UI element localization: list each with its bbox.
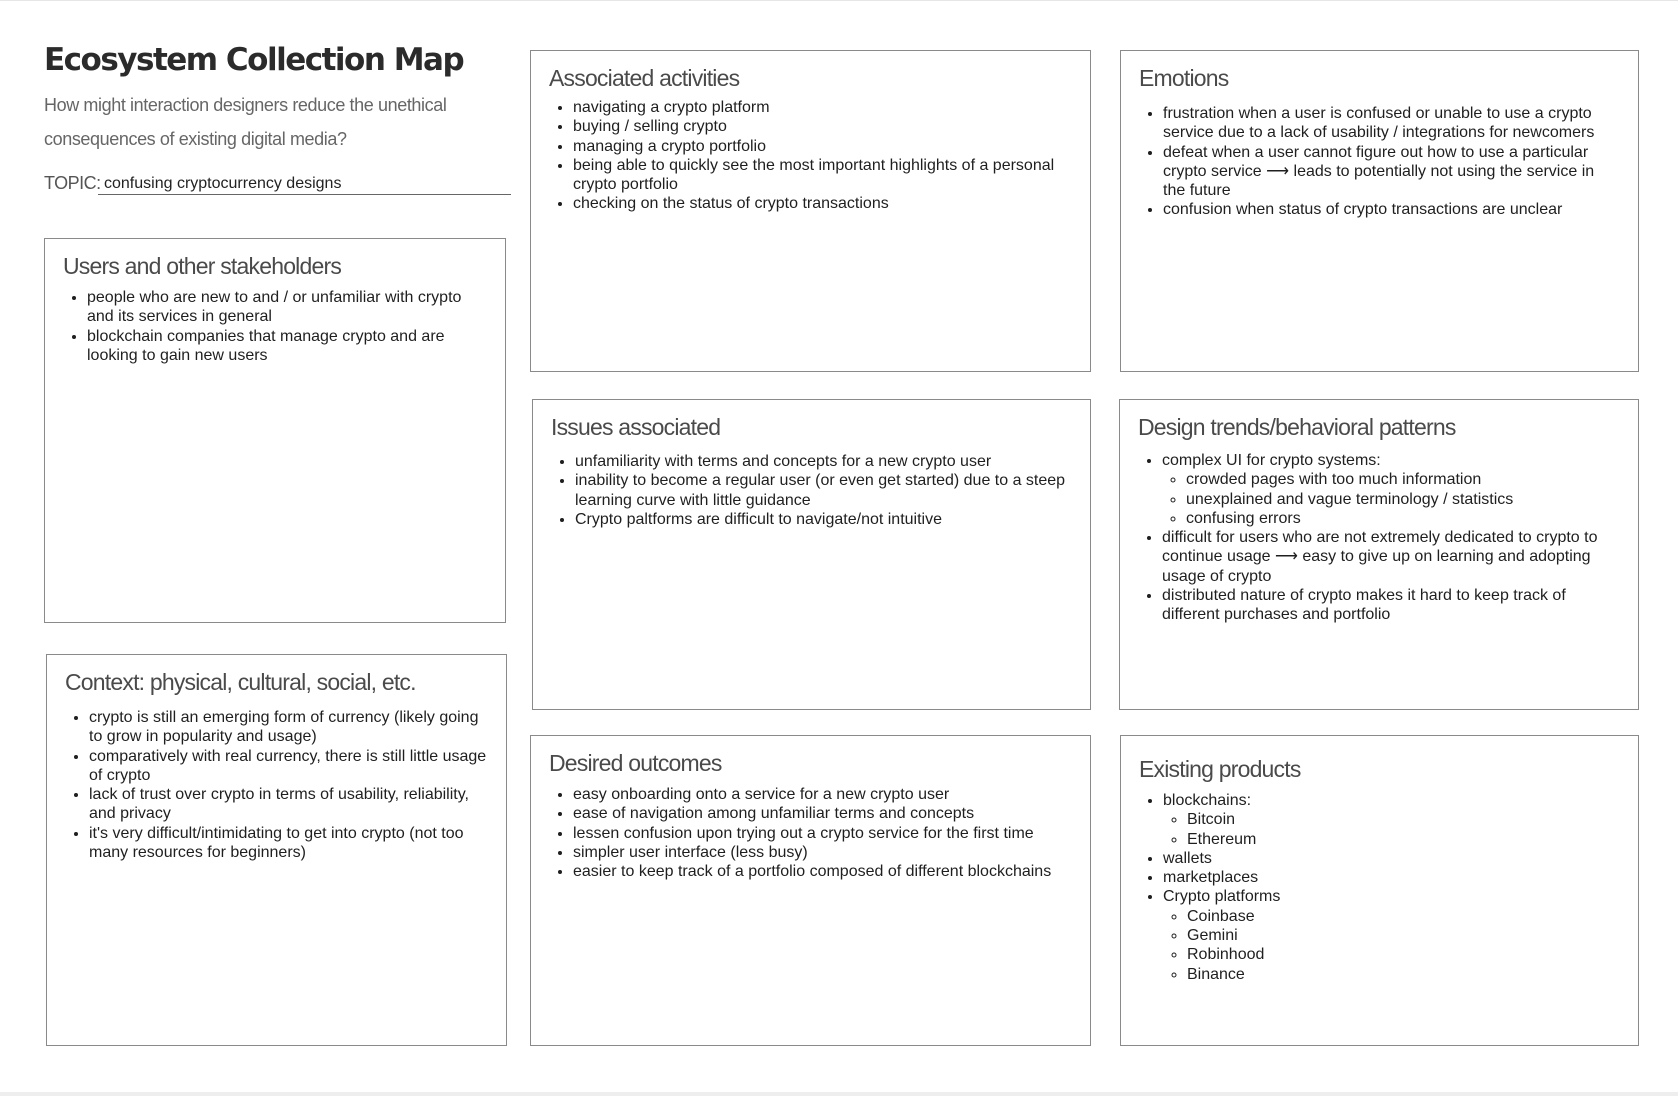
- list-item-text: easy onboarding onto a service for a new crypto user: [573, 786, 950, 803]
- list-item: [573, 156, 1072, 195]
- list-products: [1139, 791, 1620, 984]
- card-outcomes: [530, 735, 1091, 1046]
- sub-list: [1163, 907, 1620, 984]
- page-subtitle: How might interaction designers reduce the unethical consequences of existing digital media?: [44, 95, 447, 149]
- list-issues: [551, 452, 1072, 529]
- list-item-text: crypto is still an emerging form of currency (likely going to grow in popularity and usage): [89, 709, 479, 746]
- list-item-text: checking on the status of crypto transactions: [573, 195, 889, 213]
- list-item-text: wallets: [1163, 849, 1212, 867]
- list-item: [89, 708, 488, 747]
- card-title-users: Users and other stakeholders: [63, 253, 342, 279]
- card-title-issues: Issues associated: [551, 414, 721, 440]
- list-item-text: being able to quickly see the most important highlights of a personal crypto portfolio: [573, 156, 1055, 194]
- sub-list: [1162, 470, 1620, 528]
- list-item: [1163, 791, 1620, 849]
- top-border: [0, 0, 1678, 1]
- list-item: [573, 824, 1072, 843]
- card-title-trends: Design trends/behavioral patterns: [1138, 414, 1456, 440]
- page-title: Ecosystem Collection Map: [44, 42, 464, 78]
- sub-list-item: ◦ Ethereum: [1187, 830, 1620, 849]
- card-users: [44, 238, 506, 623]
- list-item: [1162, 528, 1620, 586]
- list-item: [1163, 868, 1620, 887]
- topic-label: TOPIC:: [44, 173, 101, 193]
- list-item: [573, 137, 1072, 156]
- list-item: [89, 824, 488, 863]
- list-item: [573, 843, 1072, 862]
- list-item-text: easier to keep track of a portfolio composed of different blockchains: [573, 863, 1052, 881]
- list-trends: [1138, 451, 1620, 625]
- list-context: [65, 708, 488, 862]
- card-issues: [532, 399, 1091, 710]
- list-item-text: distributed nature of crypto makes it hard to keep track of different purchases and portfolio: [1162, 587, 1566, 624]
- list-item-text: marketplaces: [1163, 869, 1259, 887]
- list-item: [1162, 451, 1620, 528]
- list-item: [573, 194, 1072, 213]
- list-item-text: ease of navigation among unfamiliar terms and concepts: [573, 805, 975, 823]
- list-item: [575, 452, 1072, 471]
- sub-list-item: ◦ Gemini: [1187, 926, 1620, 945]
- list-item-text: frustration when a user is confused or unable to use a crypto service due to a lack of usability / integrations for newcomers: [1163, 105, 1595, 142]
- card-title-outcomes: Desired outcomes: [549, 750, 722, 776]
- list-users: [63, 288, 487, 365]
- list-item: [573, 804, 1072, 823]
- card-emotions: [1120, 50, 1639, 372]
- list-item-text: confusion when status of crypto transactions are unclear: [1163, 201, 1563, 219]
- list-item-text: navigating a crypto platform: [573, 99, 770, 116]
- sub-list-item: ◦ Coinbase: [1187, 907, 1620, 926]
- list-item-text: Crypto platforms: [1163, 888, 1281, 906]
- list-item-text: blockchain companies that manage crypto and are looking to gain new users: [87, 327, 445, 364]
- list-item: [1163, 143, 1620, 201]
- list-item-text: Crypto paltforms are difficult to navigate/not intuitive: [575, 510, 942, 528]
- card-products: [1120, 735, 1639, 1046]
- list-outcomes: [549, 785, 1072, 881]
- list-emotions: [1139, 104, 1620, 220]
- list-activities: [549, 98, 1072, 214]
- card-context: [46, 654, 507, 1046]
- list-item: [1162, 586, 1620, 625]
- card-activities: [530, 50, 1091, 372]
- list-item-text: lack of trust over crypto in terms of usability, reliability, and privacy: [89, 786, 469, 823]
- sub-list-item: ◦ Bitcoin: [1187, 810, 1620, 829]
- list-item-text: comparatively with real currency, there is still little usage of crypto: [89, 747, 487, 784]
- list-item: [573, 785, 1072, 804]
- card-title-emotions: Emotions: [1139, 65, 1229, 91]
- list-item: [1163, 200, 1620, 219]
- list-item: [573, 117, 1072, 136]
- list-item-text: unfamiliarity with terms and concepts for a new crypto user: [575, 453, 992, 470]
- list-item: [1163, 104, 1620, 143]
- list-item-text: complex UI for crypto systems:: [1162, 452, 1381, 469]
- sub-list-item: ◦ Robinhood: [1187, 945, 1620, 964]
- topic-value: confusing cryptocurrency designs: [98, 175, 511, 195]
- list-item: [575, 510, 1072, 529]
- list-item-text: blockchains:: [1163, 792, 1252, 809]
- list-item: [1163, 887, 1620, 983]
- list-item-text: simpler user interface (less busy): [573, 843, 808, 861]
- list-item: [87, 327, 487, 366]
- list-item-text: difficult for users who are not extremely dedicated to crypto to continue usage ⟶ easy to give up on learning and adopting usage of crypto: [1162, 529, 1598, 585]
- sub-list-item: ◦ crowded pages with too much information: [1186, 470, 1620, 489]
- sub-list: [1163, 810, 1620, 849]
- card-title-context: Context: physical, cultural, social, etc.: [65, 669, 416, 695]
- list-item: [573, 862, 1072, 881]
- list-item: [89, 747, 488, 786]
- list-item-text: it's very difficult/intimidating to get into crypto (not too many resources for beginners): [89, 824, 464, 862]
- card-title-activities: Associated activities: [549, 65, 740, 91]
- sub-list-item: ◦ Binance: [1187, 965, 1620, 984]
- card-trends: [1119, 399, 1639, 710]
- list-item: [573, 98, 1072, 117]
- list-item: [1163, 849, 1620, 868]
- bottom-border: [0, 1092, 1678, 1096]
- list-item: [89, 785, 488, 824]
- list-item: [87, 288, 487, 327]
- card-title-products: Existing products: [1139, 756, 1301, 782]
- list-item-text: people who are new to and / or unfamiliar with crypto and its services in general: [87, 289, 462, 326]
- sub-list-item: ◦ confusing errors: [1186, 509, 1620, 528]
- list-item: [575, 471, 1072, 510]
- list-item-text: lessen confusion upon trying out a crypto service for the first time: [573, 824, 1034, 842]
- sub-list-item: ◦ unexplained and vague terminology / statistics: [1186, 490, 1620, 509]
- list-item-text: buying / selling crypto: [573, 118, 727, 136]
- list-item-text: managing a crypto portfolio: [573, 137, 766, 155]
- list-item-text: defeat when a user cannot figure out how to use a particular crypto service ⟶ leads to potentially not using the service in the future: [1163, 143, 1595, 200]
- list-item-text: inability to become a regular user (or even get started) due to a steep learning curve with little guidance: [575, 472, 1066, 509]
